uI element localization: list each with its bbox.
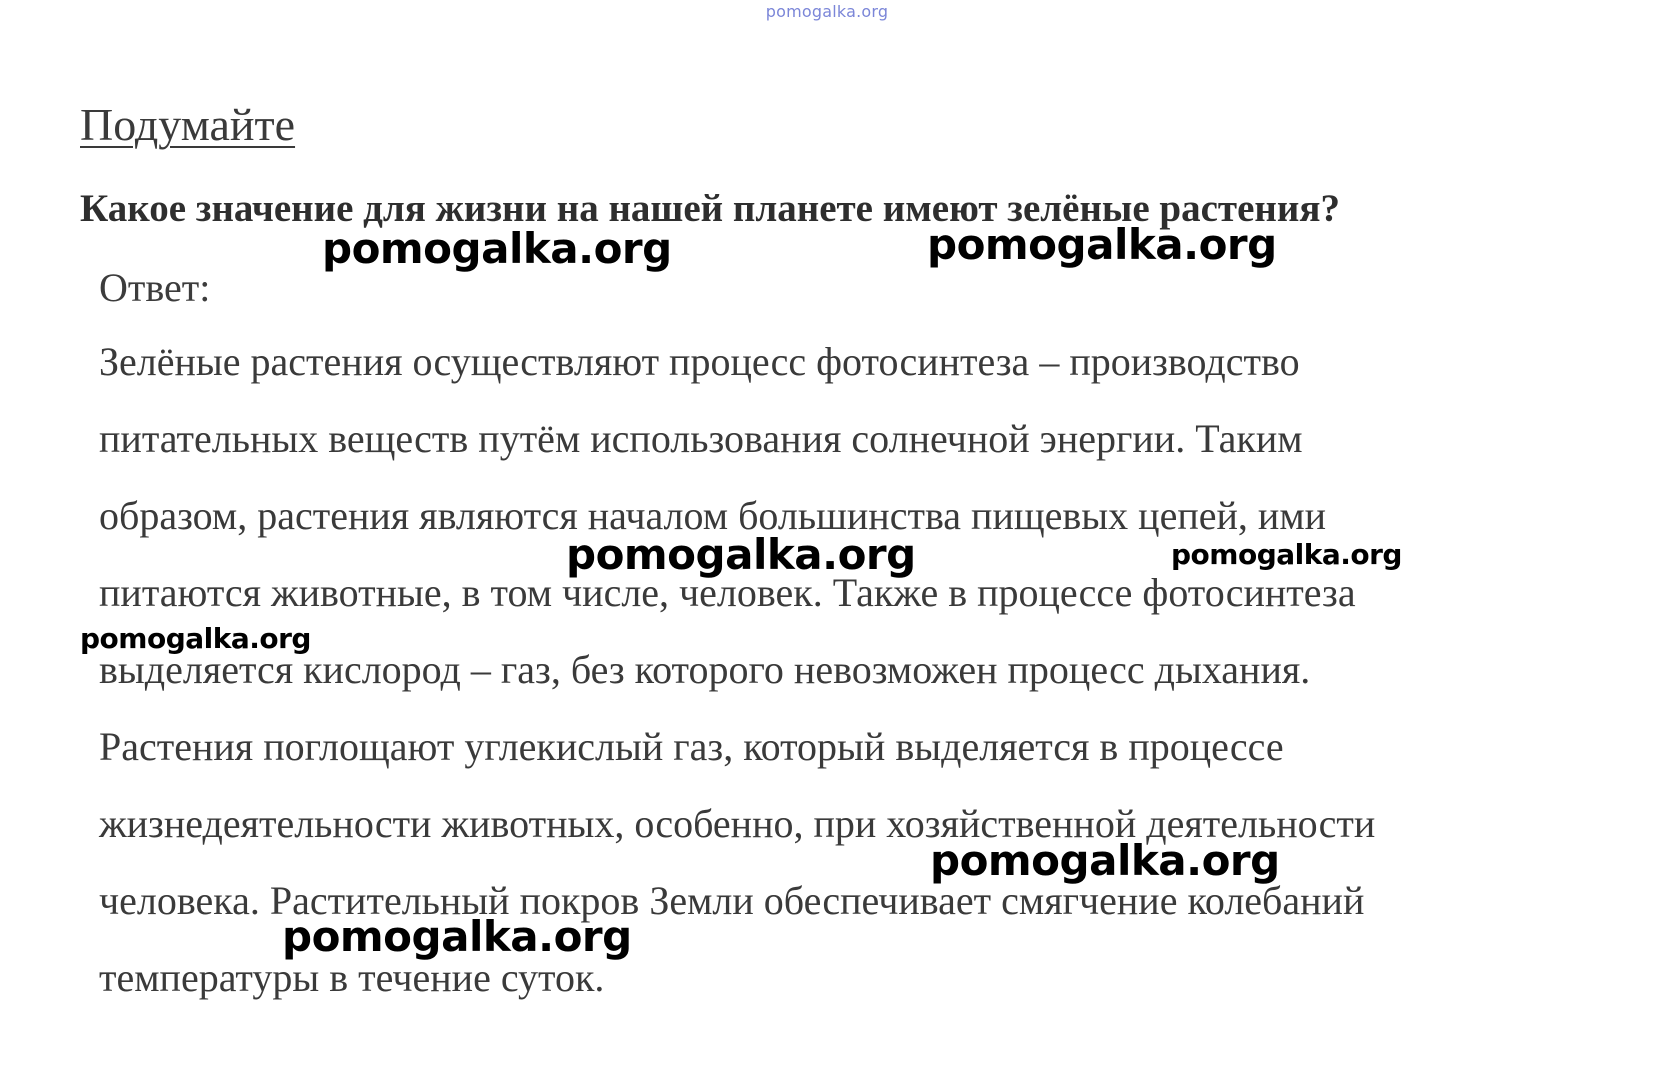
answer-label: Ответ: — [99, 265, 211, 310]
answer-line: выделяется кислород – газ, без которого невозможен процесс дыхания. — [99, 647, 1311, 692]
question-text: Какое значение для жизни на нашей планете имеют зелёные растения? — [80, 187, 1340, 230]
watermark: pomogalka.org — [80, 622, 311, 655]
section-title: Подумайте — [80, 99, 296, 150]
site-link[interactable]: pomogalka.org — [765, 2, 889, 21]
watermark: pomogalka.org — [566, 530, 916, 579]
watermark: pomogalka.org — [927, 220, 1277, 269]
answer-line: образом, растения являются началом большинства пищевых цепей, ими — [99, 493, 1327, 538]
watermark: pomogalka.org — [322, 224, 672, 273]
answer-line: человека. Растительный покров Земли обеспечивает смягчение колебаний — [99, 878, 1365, 923]
answer-line: жизнедеятельности животных, особенно, при хозяйственной деятельности — [99, 801, 1376, 846]
answer-line: питаются животные, в том числе, человек. Также в процессе фотосинтеза — [99, 570, 1356, 615]
answer-line: Растения поглощают углекислый газ, который выделяется в процессе — [99, 724, 1284, 769]
watermark: pomogalka.org — [1171, 538, 1402, 571]
answer-line: температуры в течение суток. — [99, 955, 605, 1000]
answer-line: питательных веществ путём использования солнечной энергии. Таким — [99, 416, 1303, 461]
watermark: pomogalka.org — [282, 912, 632, 961]
watermark: pomogalka.org — [930, 836, 1280, 885]
answer-line: Зелёные растения осуществляют процесс фотосинтеза – производство — [99, 339, 1300, 384]
